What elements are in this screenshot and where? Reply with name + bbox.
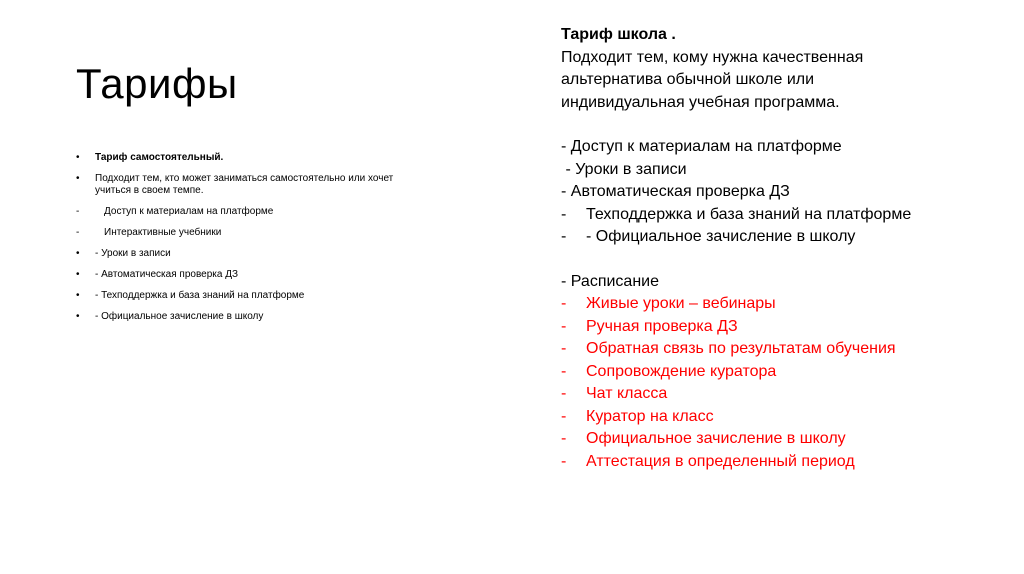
extra-feature-text: Живые уроки – вебинары xyxy=(586,295,776,312)
right-tariff-block xyxy=(561,24,1001,473)
extra-feature-line xyxy=(561,338,1001,361)
dash-marker: - xyxy=(561,317,567,335)
intro-line: индивидуальная учебная программа. xyxy=(561,93,840,111)
dash-marker: - xyxy=(561,362,567,380)
extra-feature-text: Обратная связь по результатам обучения xyxy=(586,340,896,357)
list-item xyxy=(76,269,416,281)
bullet-marker: • xyxy=(76,152,80,163)
dash-marker: - xyxy=(561,430,567,447)
list-item-text: - Официальное зачисление в школу xyxy=(95,311,264,322)
list-item xyxy=(76,290,416,302)
dash-marker: - xyxy=(561,205,567,223)
intro-line: альтернатива обычной школе или xyxy=(561,71,815,88)
spacer xyxy=(561,249,1001,271)
dash-marker: - xyxy=(561,452,567,470)
feature-text: - Официальное зачисление в школу xyxy=(586,228,856,245)
list-item xyxy=(76,152,416,164)
dash-marker: - xyxy=(561,295,567,312)
list-item-text: Тариф самостоятельный. xyxy=(95,152,224,163)
extra-feature-line xyxy=(561,406,1001,429)
list-item xyxy=(76,173,416,197)
extra-feature-line xyxy=(561,316,1001,339)
feature-text: - Уроки в записи xyxy=(561,160,687,178)
extra-feature-line xyxy=(561,293,1001,316)
extra-feature-text: Чат класса xyxy=(586,385,668,402)
feature-line xyxy=(561,181,1001,204)
dash-marker: - xyxy=(561,340,567,357)
tariff-heading: Тариф школа . xyxy=(561,26,676,43)
list-item xyxy=(76,248,416,260)
bullet-marker: • xyxy=(76,290,80,301)
list-item xyxy=(76,206,416,218)
list-item-text: - Автоматическая проверка ДЗ xyxy=(95,269,239,280)
extra-feature-text: Аттестация в определенный период xyxy=(586,452,855,470)
slide-title: Тарифы xyxy=(76,60,238,107)
feature-text: - Автоматическая проверка ДЗ xyxy=(561,183,790,200)
dash-marker: - xyxy=(76,227,80,238)
extra-feature-line xyxy=(561,361,1001,384)
list-item-text: Подходит тем, кто может заниматься самостоятельно или хочет учиться в своем темпе. xyxy=(95,173,394,196)
extra-feature-text: Сопровождение куратора xyxy=(586,362,777,380)
dash-marker: - xyxy=(561,385,567,402)
bullet-marker: • xyxy=(76,248,80,259)
bullet-marker: • xyxy=(76,269,80,280)
left-tariff-list xyxy=(76,152,416,332)
schedule-label: - Расписание xyxy=(561,272,659,290)
list-item-text: - Техподдержка и база знаний на платформе xyxy=(95,290,305,301)
extra-feature-text: Ручная проверка ДЗ xyxy=(586,317,738,335)
bullet-marker: • xyxy=(76,311,80,322)
list-item xyxy=(76,311,416,323)
feature-text: - Доступ к материалам на платформе xyxy=(561,138,842,155)
feature-line xyxy=(561,159,1001,182)
spacer xyxy=(561,114,1001,136)
feature-line xyxy=(561,226,1001,249)
list-item-text: - Уроки в записи xyxy=(95,248,171,259)
list-item xyxy=(76,227,416,239)
extra-feature-line xyxy=(561,451,1001,474)
feature-text: Техподдержка и база знаний на платформе xyxy=(586,205,912,223)
dash-marker: - xyxy=(561,228,567,245)
list-item-text: Интерактивные учебники xyxy=(104,227,222,238)
extra-feature-line xyxy=(561,428,1001,451)
feature-line xyxy=(561,136,1001,159)
dash-marker: - xyxy=(561,407,567,425)
feature-line xyxy=(561,204,1001,227)
extra-feature-text: Официальное зачисление в школу xyxy=(586,430,846,447)
extra-feature-line xyxy=(561,383,1001,406)
list-item-text: Доступ к материалам на платформе xyxy=(104,206,274,217)
intro-line: Подходит тем, кому нужна качественная xyxy=(561,48,864,66)
bullet-marker: • xyxy=(76,173,80,184)
extra-feature-text: Куратор на класс xyxy=(586,407,714,425)
dash-marker: - xyxy=(76,206,80,217)
